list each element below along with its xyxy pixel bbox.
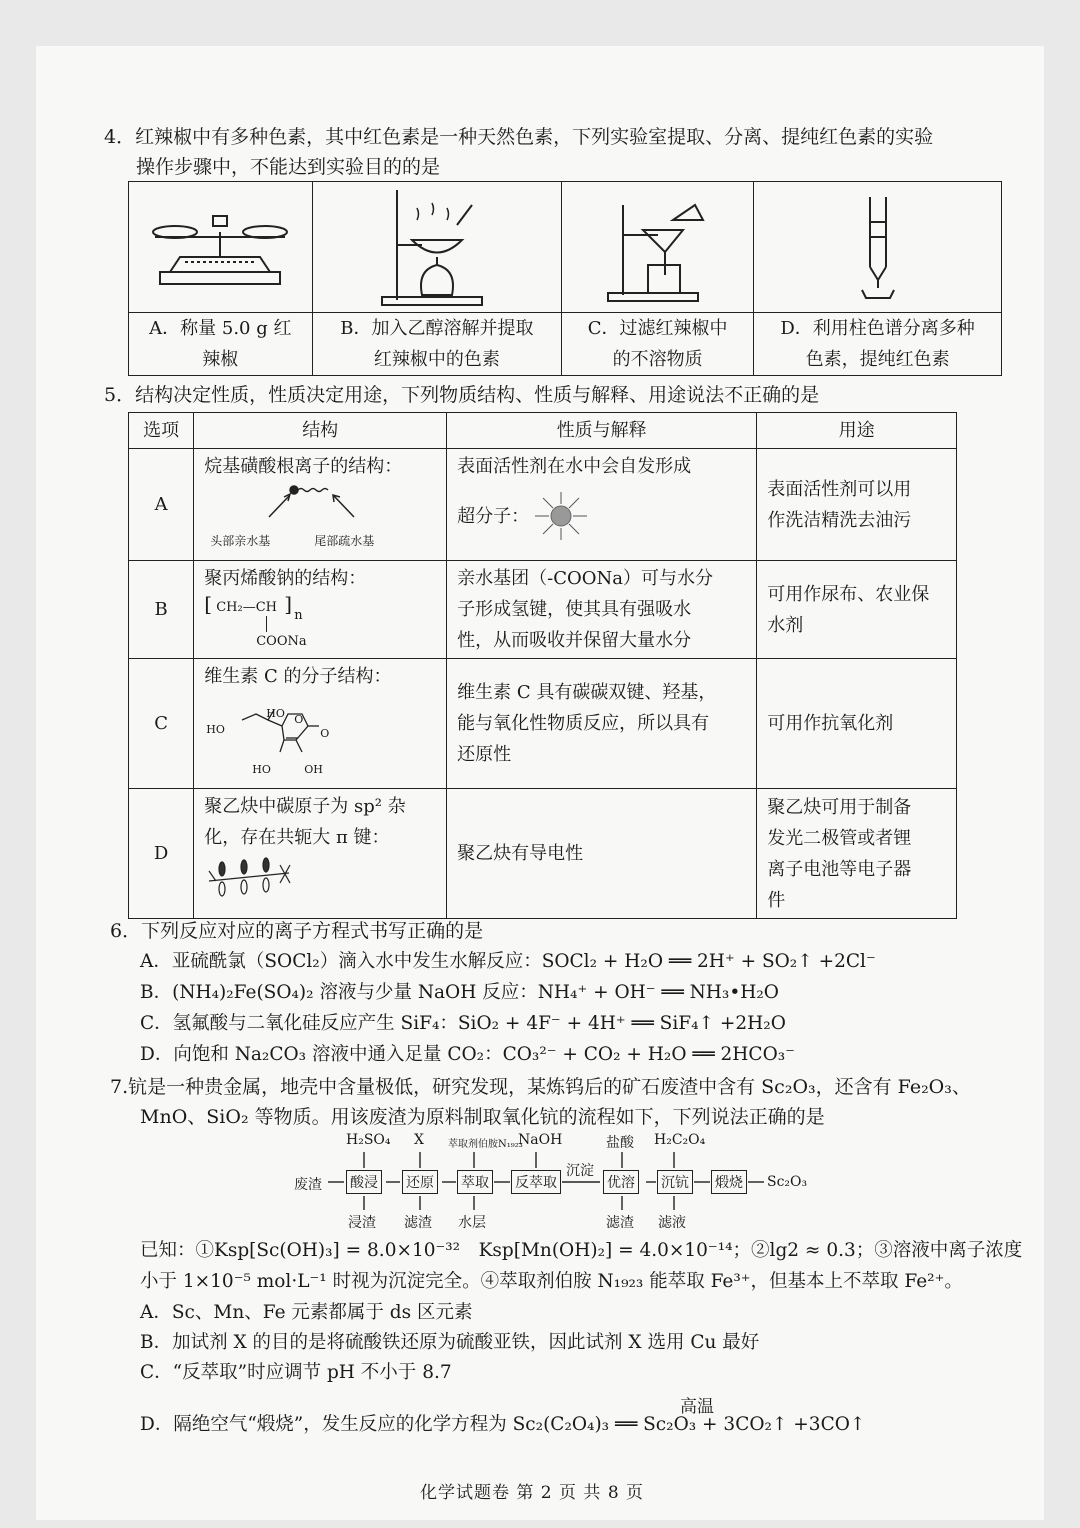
q4-options-table bbox=[128, 181, 1002, 376]
filtration-icon bbox=[562, 182, 753, 313]
row-a-property-line2: 超分子： bbox=[457, 505, 530, 527]
row-d-usage-line2: 发光二极管或者锂 bbox=[767, 827, 912, 849]
step-back-extract: 反萃取 bbox=[511, 1170, 561, 1194]
row-a-usage-line2: 作洗洁精洗去油污 bbox=[767, 509, 912, 531]
row-c-structure bbox=[194, 659, 447, 789]
row-d-usage bbox=[757, 789, 957, 919]
flow-precipitate: 沉淀 bbox=[566, 1163, 594, 1179]
input-naoh: NaOH bbox=[518, 1132, 563, 1148]
header-structure: 结构 bbox=[194, 413, 447, 449]
row-b-usage-line1: 可用作尿布、农业保 bbox=[767, 583, 930, 605]
q7-option-c: C．“反萃取”时应调节 pH 不小于 8.7 bbox=[140, 1362, 452, 1383]
output-filter-residue-2: 滤渣 bbox=[606, 1215, 634, 1231]
q7-option-d: D．隔绝空气“煅烧”，发生反应的化学方程为 Sc₂(C₂O₄)₃ ══ Sc₂O₃ + 3CO₂↑ +3CO↑ bbox=[140, 1414, 866, 1435]
q4-option-a bbox=[129, 182, 313, 376]
row-b-option: B bbox=[129, 561, 194, 659]
q4-stem-line2: 操作步骤中，不能达到实验目的的是 bbox=[136, 156, 441, 178]
q4-option-c bbox=[562, 182, 754, 376]
output-aqueous-layer: 水层 bbox=[458, 1215, 486, 1231]
q4-option-c-text2: 的不溶物质 bbox=[612, 349, 703, 370]
formula-subscript-n: n bbox=[294, 608, 303, 623]
row-d-structure bbox=[194, 789, 447, 919]
row-c-option: C bbox=[129, 659, 194, 789]
row-a-property-line1: 表面活性剂在水中会自发形成 bbox=[457, 456, 692, 477]
chromatography-column-icon bbox=[754, 182, 1001, 313]
hydroxyl-label-3: HO bbox=[252, 763, 271, 776]
output-filtrate: 滤液 bbox=[658, 1215, 686, 1231]
q7-stem-line2: MnO、SiO₂ 等物质。用该废渣为原料制取氧化钪的流程如下，下列说法正确的是 bbox=[140, 1106, 825, 1128]
q7-stem-line1: 7.钪是一种贵金属，地壳中含量极低，研究发现，某炼钨后的矿石废渣中含有 Sc₂O₃，还含有 Fe₂O₃、 bbox=[110, 1076, 971, 1098]
row-c-property bbox=[447, 659, 757, 789]
page-footer: 化学试题卷 第 2 页 共 8 页 bbox=[420, 1483, 645, 1503]
q6-option-b: B．(NH₄)₂Fe(SO₄)₂ 溶液与少量 NaOH 反应：NH₄⁺ + OH⁻ ══ NH₃•H₂O bbox=[140, 982, 779, 1003]
input-h2so4: H₂SO₄ bbox=[346, 1132, 391, 1148]
step-acid-leach: 酸浸 bbox=[346, 1170, 382, 1194]
step-reduce: 还原 bbox=[402, 1170, 438, 1194]
q4-stem-line1: 4．红辣椒中有多种色素，其中红色素是一种天然色素，下列实验室提取、分离、提纯红色素的实验 bbox=[104, 126, 934, 148]
hydroxyl-label-1: HO bbox=[206, 723, 225, 736]
flow-start-residue: 废渣 bbox=[294, 1177, 322, 1193]
hydrophilic-head-label: 头部亲水基 bbox=[210, 534, 271, 548]
row-b-usage-line2: 水剂 bbox=[767, 614, 804, 636]
header-usage: 用途 bbox=[757, 413, 957, 449]
row-d-usage-line4: 件 bbox=[767, 889, 786, 911]
row-a-structure-text: 烷基磺酸根离子的结构： bbox=[204, 456, 403, 477]
input-x: X bbox=[414, 1132, 424, 1148]
row-b-property-line1: 亲水基团（-COONa）可与水分 bbox=[457, 568, 713, 589]
process-flow-diagram bbox=[290, 1130, 810, 1235]
q4-option-a-text1: A．称量 5.0 g 红 bbox=[149, 318, 292, 339]
q4-option-b-text1: B．加入乙醇溶解并提取 bbox=[340, 318, 534, 339]
table-header-row bbox=[129, 413, 957, 449]
row-c-property-line2: 能与氧化性物质反应，所以具有 bbox=[457, 713, 710, 734]
row-a-usage bbox=[757, 449, 957, 561]
row-c-usage: 可用作抗氧化剂 bbox=[757, 659, 957, 789]
q7-known-line2: 小于 1×10⁻⁵ mol·L⁻¹ 时视为沉淀完全。④萃取剂伯胺 N₁₉₂₃ 能萃取 Fe³⁺，但基本上不萃取 Fe²⁺。 bbox=[140, 1271, 963, 1292]
row-b-structure bbox=[194, 561, 447, 659]
balance-icon bbox=[129, 182, 312, 313]
table-row bbox=[129, 789, 957, 919]
step-calcine: 煅烧 bbox=[711, 1170, 747, 1194]
output-filter-residue-1: 滤渣 bbox=[404, 1215, 432, 1231]
sulfonate-diagram bbox=[204, 482, 436, 552]
conjugated-pi-bond-icon bbox=[204, 853, 294, 897]
q6-stem: 6．下列反应对应的离子方程式书写正确的是 bbox=[110, 920, 484, 942]
q6-option-d: D．向饱和 Na₂CO₃ 溶液中通入足量 CO₂：CO₃²⁻ + CO₂ + H₂O ══ 2HCO₃⁻ bbox=[140, 1044, 795, 1065]
table-row bbox=[129, 659, 957, 789]
q4-option-d-text2: 色素，提纯红色素 bbox=[805, 349, 950, 370]
hydrophobic-tail-label: 尾部疏水基 bbox=[314, 534, 375, 548]
carbonyl-oxygen-label: O bbox=[320, 727, 330, 740]
q5-stem: 5．结构决定性质，性质决定用途，下列物质结构、性质与解释、用途说法不正确的是 bbox=[104, 384, 820, 406]
row-b-structure-text: 聚丙烯酸钠的结构： bbox=[204, 568, 367, 589]
step-extract: 萃取 bbox=[457, 1170, 493, 1194]
row-c-property-line1: 维生素 C 具有碳碳双键、羟基， bbox=[457, 682, 717, 703]
polyacrylate-formula: [ CH₂—CH ] n COONa bbox=[204, 592, 307, 649]
row-a-option: A bbox=[129, 449, 194, 561]
row-d-usage-line3: 离子电池等电子器 bbox=[767, 858, 912, 880]
row-a-usage-line1: 表面活性剂可以用 bbox=[767, 478, 912, 500]
step-precipitate-sc: 沉钪 bbox=[657, 1170, 693, 1194]
output-leach-residue: 浸渣 bbox=[348, 1215, 376, 1231]
q4-option-b-text2: 红辣椒中的色素 bbox=[373, 349, 500, 370]
table-row bbox=[129, 449, 957, 561]
table-row bbox=[129, 561, 957, 659]
q4-option-a-text2: 辣椒 bbox=[202, 349, 239, 370]
q4-option-c-text1: C．过滤红辣椒中 bbox=[587, 318, 728, 339]
step-dissolve: 优溶 bbox=[603, 1170, 639, 1194]
row-b-property-line3: 性，从而吸收并保留大量水分 bbox=[457, 630, 692, 651]
q6-option-a: A．亚硫酰氯（SOCl₂）滴入水中发生水解反应：SOCl₂ + H₂O ══ 2H⁺ + SO₂↑ +2Cl⁻ bbox=[140, 951, 876, 972]
hydroxyl-label-2: HO bbox=[266, 707, 285, 720]
row-b-usage bbox=[757, 561, 957, 659]
micelle-icon bbox=[529, 488, 593, 544]
reaction-condition: 高温 bbox=[680, 1397, 714, 1417]
formula-backbone: CH₂—CH bbox=[216, 600, 278, 615]
q7-option-a: A．Sc、Mn、Fe 元素都属于 ds 区元素 bbox=[140, 1302, 473, 1323]
flow-end-product: Sc₂O₃ bbox=[767, 1174, 808, 1190]
ring-oxygen-label: O bbox=[294, 713, 304, 726]
row-d-usage-line1: 聚乙炔可用于制备 bbox=[767, 796, 912, 818]
row-d-structure-line1: 聚乙炔中碳原子为 sp² 杂 bbox=[204, 796, 406, 817]
heating-apparatus-icon bbox=[313, 182, 562, 313]
row-b-property-line2: 子形成氢键，使其具有强吸水 bbox=[457, 599, 692, 620]
q4-option-b bbox=[312, 182, 562, 376]
row-d-option: D bbox=[129, 789, 194, 919]
row-b-property bbox=[447, 561, 757, 659]
formula-sidegroup: COONa bbox=[256, 634, 307, 649]
row-a-structure bbox=[194, 449, 447, 561]
q7-known-line1: 已知：①Ksp[Sc(OH)₃] = 8.0×10⁻³² Ksp[Mn(OH)₂] = 4.0×10⁻¹⁴；②lg2 ≈ 0.3；③溶液中离子浓度 bbox=[140, 1240, 1023, 1261]
q4-option-d bbox=[754, 182, 1002, 376]
vitamin-c-structure bbox=[204, 692, 436, 778]
input-extractant: 萃取剂伯胺N₁₉₂₃ bbox=[448, 1139, 523, 1150]
row-d-structure-line2: 化，存在共轭大 π 键： bbox=[204, 827, 390, 848]
q7-option-b: B．加试剂 X 的目的是将硫酸铁还原为硫酸亚铁，因此试剂 X 选用 Cu 最好 bbox=[140, 1332, 760, 1353]
q4-option-d-text1: D．利用柱色谱分离多种 bbox=[780, 318, 975, 339]
row-c-property-line3: 还原性 bbox=[457, 744, 512, 765]
input-h2c2o4: H₂C₂O₄ bbox=[654, 1132, 706, 1148]
header-property: 性质与解释 bbox=[447, 413, 757, 449]
header-option: 选项 bbox=[129, 413, 194, 449]
q6-option-c: C．氢氟酸与二氧化硅反应产生 SiF₄：SiO₂ + 4F⁻ + 4H⁺ ══ SiF₄↑ +2H₂O bbox=[140, 1013, 786, 1034]
hydroxyl-label-4: OH bbox=[304, 763, 323, 776]
row-d-property: 聚乙炔有导电性 bbox=[447, 789, 757, 919]
q5-table bbox=[128, 412, 957, 919]
row-a-property bbox=[447, 449, 757, 561]
input-hcl: 盐酸 bbox=[606, 1135, 634, 1151]
row-c-structure-text: 维生素 C 的分子结构： bbox=[204, 666, 392, 687]
